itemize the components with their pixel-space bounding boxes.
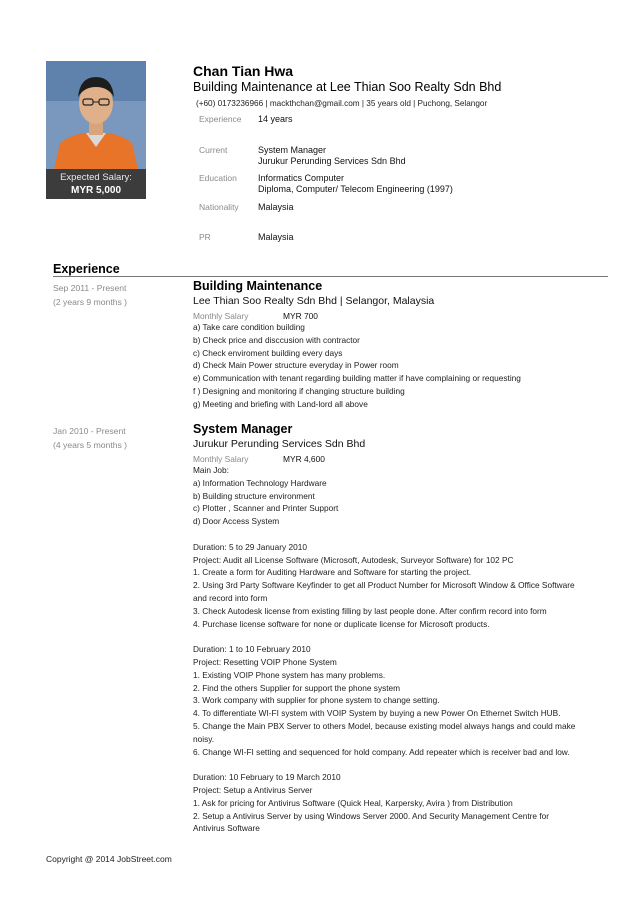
description-line: and record into form bbox=[193, 592, 268, 603]
description-line: Main Job: bbox=[193, 465, 229, 475]
description-line: noisy. bbox=[193, 733, 215, 744]
description-line: c) Plotter , Scanner and Printer Support bbox=[193, 503, 339, 514]
description-line: Duration: 1 to 10 February 2010 bbox=[193, 644, 311, 655]
job-title: Building Maintenance bbox=[193, 279, 323, 293]
description-line: 1. Existing VOIP Phone system has many problems. bbox=[193, 669, 386, 680]
description-line: 4. To differentiate WI-FI system with VOIP System by buying a new Power On Ethernet Switch HUB. bbox=[193, 708, 561, 719]
description-line: Project: Resetting VOIP Phone System bbox=[193, 656, 337, 667]
section-title-experience: Experience bbox=[53, 262, 120, 276]
summary-label-current: Current bbox=[199, 145, 228, 155]
description-line: a) Information Technology Hardware bbox=[193, 477, 327, 488]
job-company: Jurukur Perunding Services Sdn Bhd bbox=[193, 438, 366, 450]
description-line: 5. Change the Main PBX Server to others Model, because existing model always hangs and could make bbox=[193, 720, 576, 731]
description-spacer bbox=[193, 758, 603, 771]
description-line: f ) Designing and monitoring if changing structure building bbox=[193, 385, 405, 396]
job-date-range: Sep 2011 - Present bbox=[53, 283, 127, 293]
summary-label-education: Education bbox=[199, 173, 237, 183]
description-line: Duration: 10 February to 19 March 2010 bbox=[193, 772, 341, 783]
description-spacer bbox=[193, 630, 603, 643]
monthly-salary-label: Monthly Salary bbox=[193, 311, 249, 321]
summary-line: Malaysia bbox=[258, 202, 294, 212]
summary-line: 14 years bbox=[258, 114, 293, 124]
description-line: 2. Using 3rd Party Software Keyfinder to get all Product Number for Microsoft Window & Office Software bbox=[193, 580, 575, 591]
summary-label-pr: PR bbox=[199, 232, 211, 242]
expected-salary-value: MYR 5,000 bbox=[70, 185, 122, 196]
job-description bbox=[193, 464, 603, 835]
candidate-headline: Building Maintenance at Lee Thian Soo Realty Sdn Bhd bbox=[193, 80, 502, 94]
summary-value-current bbox=[258, 145, 406, 167]
description-line: b) Check price and disccusion with contractor bbox=[193, 334, 360, 345]
summary-label-experience: Experience bbox=[199, 114, 242, 124]
copyright-footer: Copyright @ 2014 JobStreet.com bbox=[46, 854, 172, 864]
description-line: 4. Purchase license software for none or duplicate license for Microsoft products. bbox=[193, 618, 490, 629]
description-line: 2. Setup a Antivirus Server by using Windows Server 2000. And Security Management Centre for bbox=[193, 810, 550, 821]
description-line: Project: Setup a Antivirus Server bbox=[193, 784, 313, 795]
description-line: 6. Change WI-FI setting and sequenced for hold company. Add repeater which is receiver bad and low. bbox=[193, 746, 570, 757]
section-divider bbox=[53, 276, 608, 277]
description-spacer bbox=[193, 528, 603, 541]
description-line: 1. Create a form for Auditing Hardware and Software for starting the project. bbox=[193, 567, 472, 578]
description-line: Duration: 5 to 29 January 2010 bbox=[193, 541, 307, 552]
summary-value-nationality bbox=[258, 202, 294, 213]
summary-line: Malaysia bbox=[258, 232, 294, 242]
job-duration: (2 years 9 months ) bbox=[53, 297, 128, 307]
monthly-salary-value: MYR 700 bbox=[283, 311, 318, 321]
job-date-range: Jan 2010 - Present bbox=[53, 426, 126, 436]
job-duration: (4 years 5 months ) bbox=[53, 440, 128, 450]
description-line: c) Check enviroment building every days bbox=[193, 347, 343, 358]
description-line: g) Meeting and briefing with Land-lord all above bbox=[193, 398, 368, 409]
description-line: 2. Find the others Supplier for support the phone system bbox=[193, 682, 401, 693]
summary-line: Jurukur Perunding Services Sdn Bhd bbox=[258, 156, 406, 166]
profile-photo bbox=[46, 61, 146, 169]
description-line: 1. Ask for pricing for Antivirus Software (Quick Heal, Karpersky, Avira ) from Distribution bbox=[193, 797, 513, 808]
description-line: 3. Check Autodesk license from existing filling by last people done. After confirm record into form bbox=[193, 605, 547, 616]
summary-value-education bbox=[258, 173, 453, 195]
candidate-name: Chan Tian Hwa bbox=[193, 63, 294, 79]
expected-salary-box bbox=[46, 169, 146, 199]
monthly-salary-label: Monthly Salary bbox=[193, 454, 249, 464]
description-line: d) Door Access System bbox=[193, 516, 280, 527]
expected-salary-label: Expected Salary: bbox=[60, 172, 132, 183]
summary-line: System Manager bbox=[258, 145, 327, 155]
person-portrait-icon bbox=[46, 61, 146, 169]
summary-line: Diploma, Computer/ Telecom Engineering (1997) bbox=[258, 184, 453, 194]
description-line: Project: Audit all License Software (Microsoft, Autodesk, Surveyor Software) for 102 PC bbox=[193, 554, 514, 565]
job-description bbox=[193, 321, 603, 411]
description-line: 3. Work company with supplier for phone system to change setting. bbox=[193, 695, 440, 706]
summary-value-pr bbox=[258, 232, 294, 243]
description-line: d) Check Main Power structure everyday in Power room bbox=[193, 360, 399, 371]
contact-info: (+60) 0173236966 | mackthchan@gmail.com | 35 years old | Puchong, Selangor bbox=[196, 99, 488, 108]
summary-value-experience bbox=[258, 114, 293, 125]
summary-line: Informatics Computer bbox=[258, 173, 345, 183]
monthly-salary-value: MYR 4,600 bbox=[283, 454, 325, 464]
job-title: System Manager bbox=[193, 422, 293, 436]
job-dates bbox=[53, 424, 127, 452]
description-line: b) Building structure environment bbox=[193, 490, 315, 501]
job-dates bbox=[53, 281, 127, 309]
description-line: Antivirus Software bbox=[193, 823, 260, 834]
job-company: Lee Thian Soo Realty Sdn Bhd | Selangor, Malaysia bbox=[193, 295, 435, 307]
summary-label-nationality: Nationality bbox=[199, 202, 239, 212]
description-line: e) Communication with tenant regarding building matter if have complaining or requesting bbox=[193, 373, 521, 384]
description-line: a) Take care condition building bbox=[193, 322, 305, 332]
